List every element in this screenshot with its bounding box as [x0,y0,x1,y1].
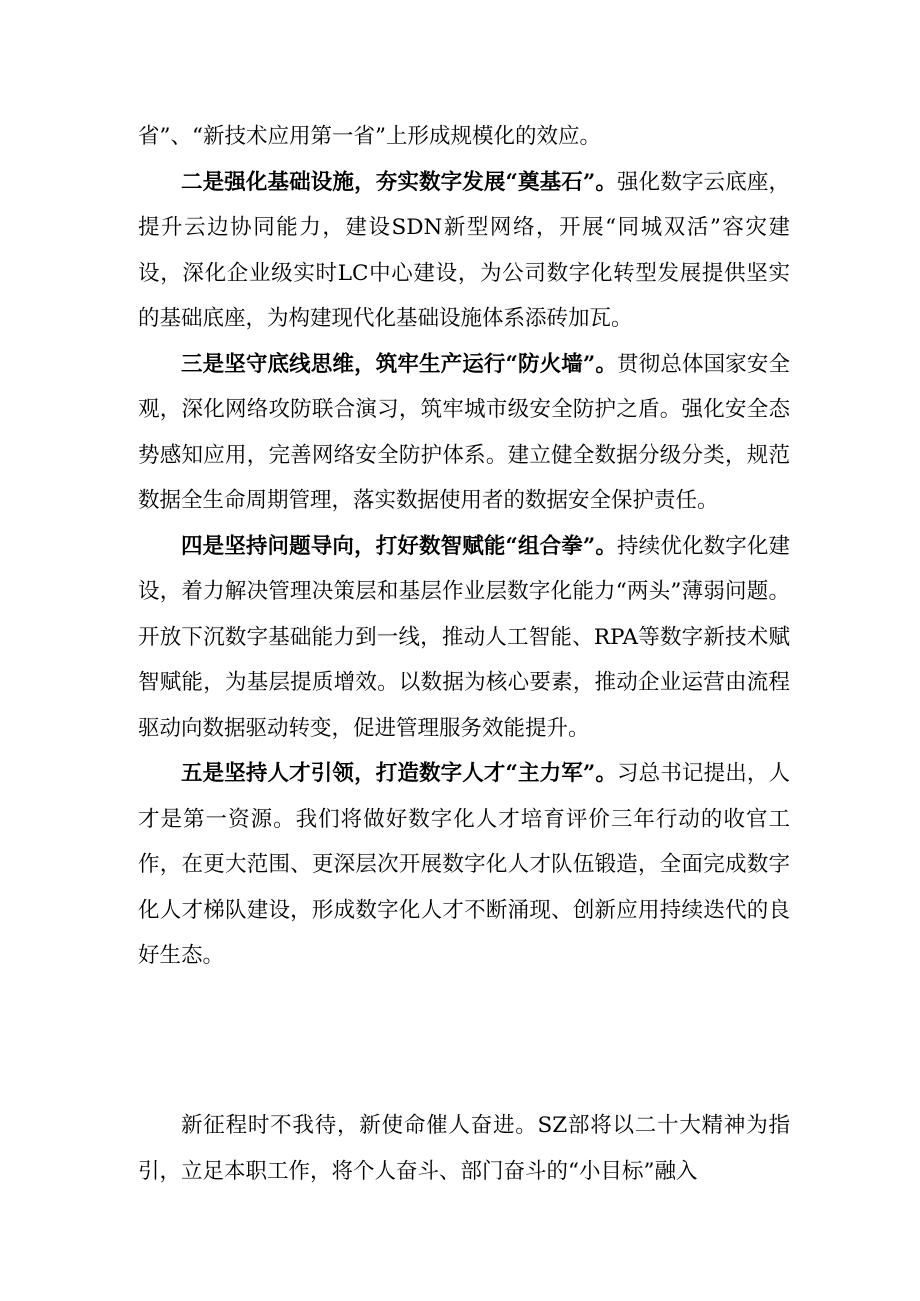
paragraph-body: 贯彻总体国家安全观，深化网络攻防联合演习，筑牢城市级安全防护之盾。强化安全态势感知应用，完善网络安全防护体系。建立健全数据分级分类，规范数据全生命周期管理，落实数据使用者的数据安全保护责任。 [138,351,790,513]
paragraph-heading: 四是坚持问题导向，打好数智赋能“组合拳”。 [181,533,618,559]
paragraph-heading: 五是坚持人才引领，打造数字人才“主力军”。 [181,761,618,786]
paragraph-body: 强化数字云底座，提升云边协同能力，建设SDN新型网络，开展“同城双活”容灾建设，深化企业级实时LC中心建设，为公司数字化转型发展提供坚实的基础底座，为构建现代化基础设施体系添砖加瓦。 [138,169,790,331]
paragraph-body: 省”、“新技术应用第一省”上形成规模化的效应。 [138,124,601,149]
paragraph-body: 习总书记提出，人才是第一资源。我们将做好数字化人才培育评价三年行动的收官工作，在更大范围、更深层次开展数字化人才队伍锻造，全面完成数字化人才梯队建设，形成数字化人才不断涌现、创新应用持续迭代的良好生态。 [138,761,790,968]
paragraph-body: 新征程时不我待，新使命催人奋进。SZ部将以二十大精神为指引，立足本职工作，将个人奋斗、部门奋斗的“小目标”融入 [138,1113,790,1184]
paragraph-heading: 二是强化基础设施，夯实数字发展“奠基石”。 [181,169,618,195]
document-body [138,114,790,979]
paragraph-heading: 三是坚守底线思维，筑牢生产运行“防火墙”。 [181,351,618,377]
document-closing [138,1103,790,1194]
paragraph-infrastructure [138,160,790,342]
paragraph-continuation [138,114,790,160]
paragraph-closing [138,1103,790,1194]
paragraph-body: 持续优化数字化建设，着力解决管理决策层和基层作业层数字化能力“两头”薄弱问题。开放下沉数字基础能力到一线，推动人工智能、RPA等数字新技术赋智赋能，为基层提质增效。以数据为核心要素，推动企业运营由流程驱动向数据驱动转变，促进管理服务效能提升。 [138,533,790,741]
paragraph-empowerment [138,524,790,752]
paragraph-security [138,342,790,524]
paragraph-talent [138,751,790,979]
